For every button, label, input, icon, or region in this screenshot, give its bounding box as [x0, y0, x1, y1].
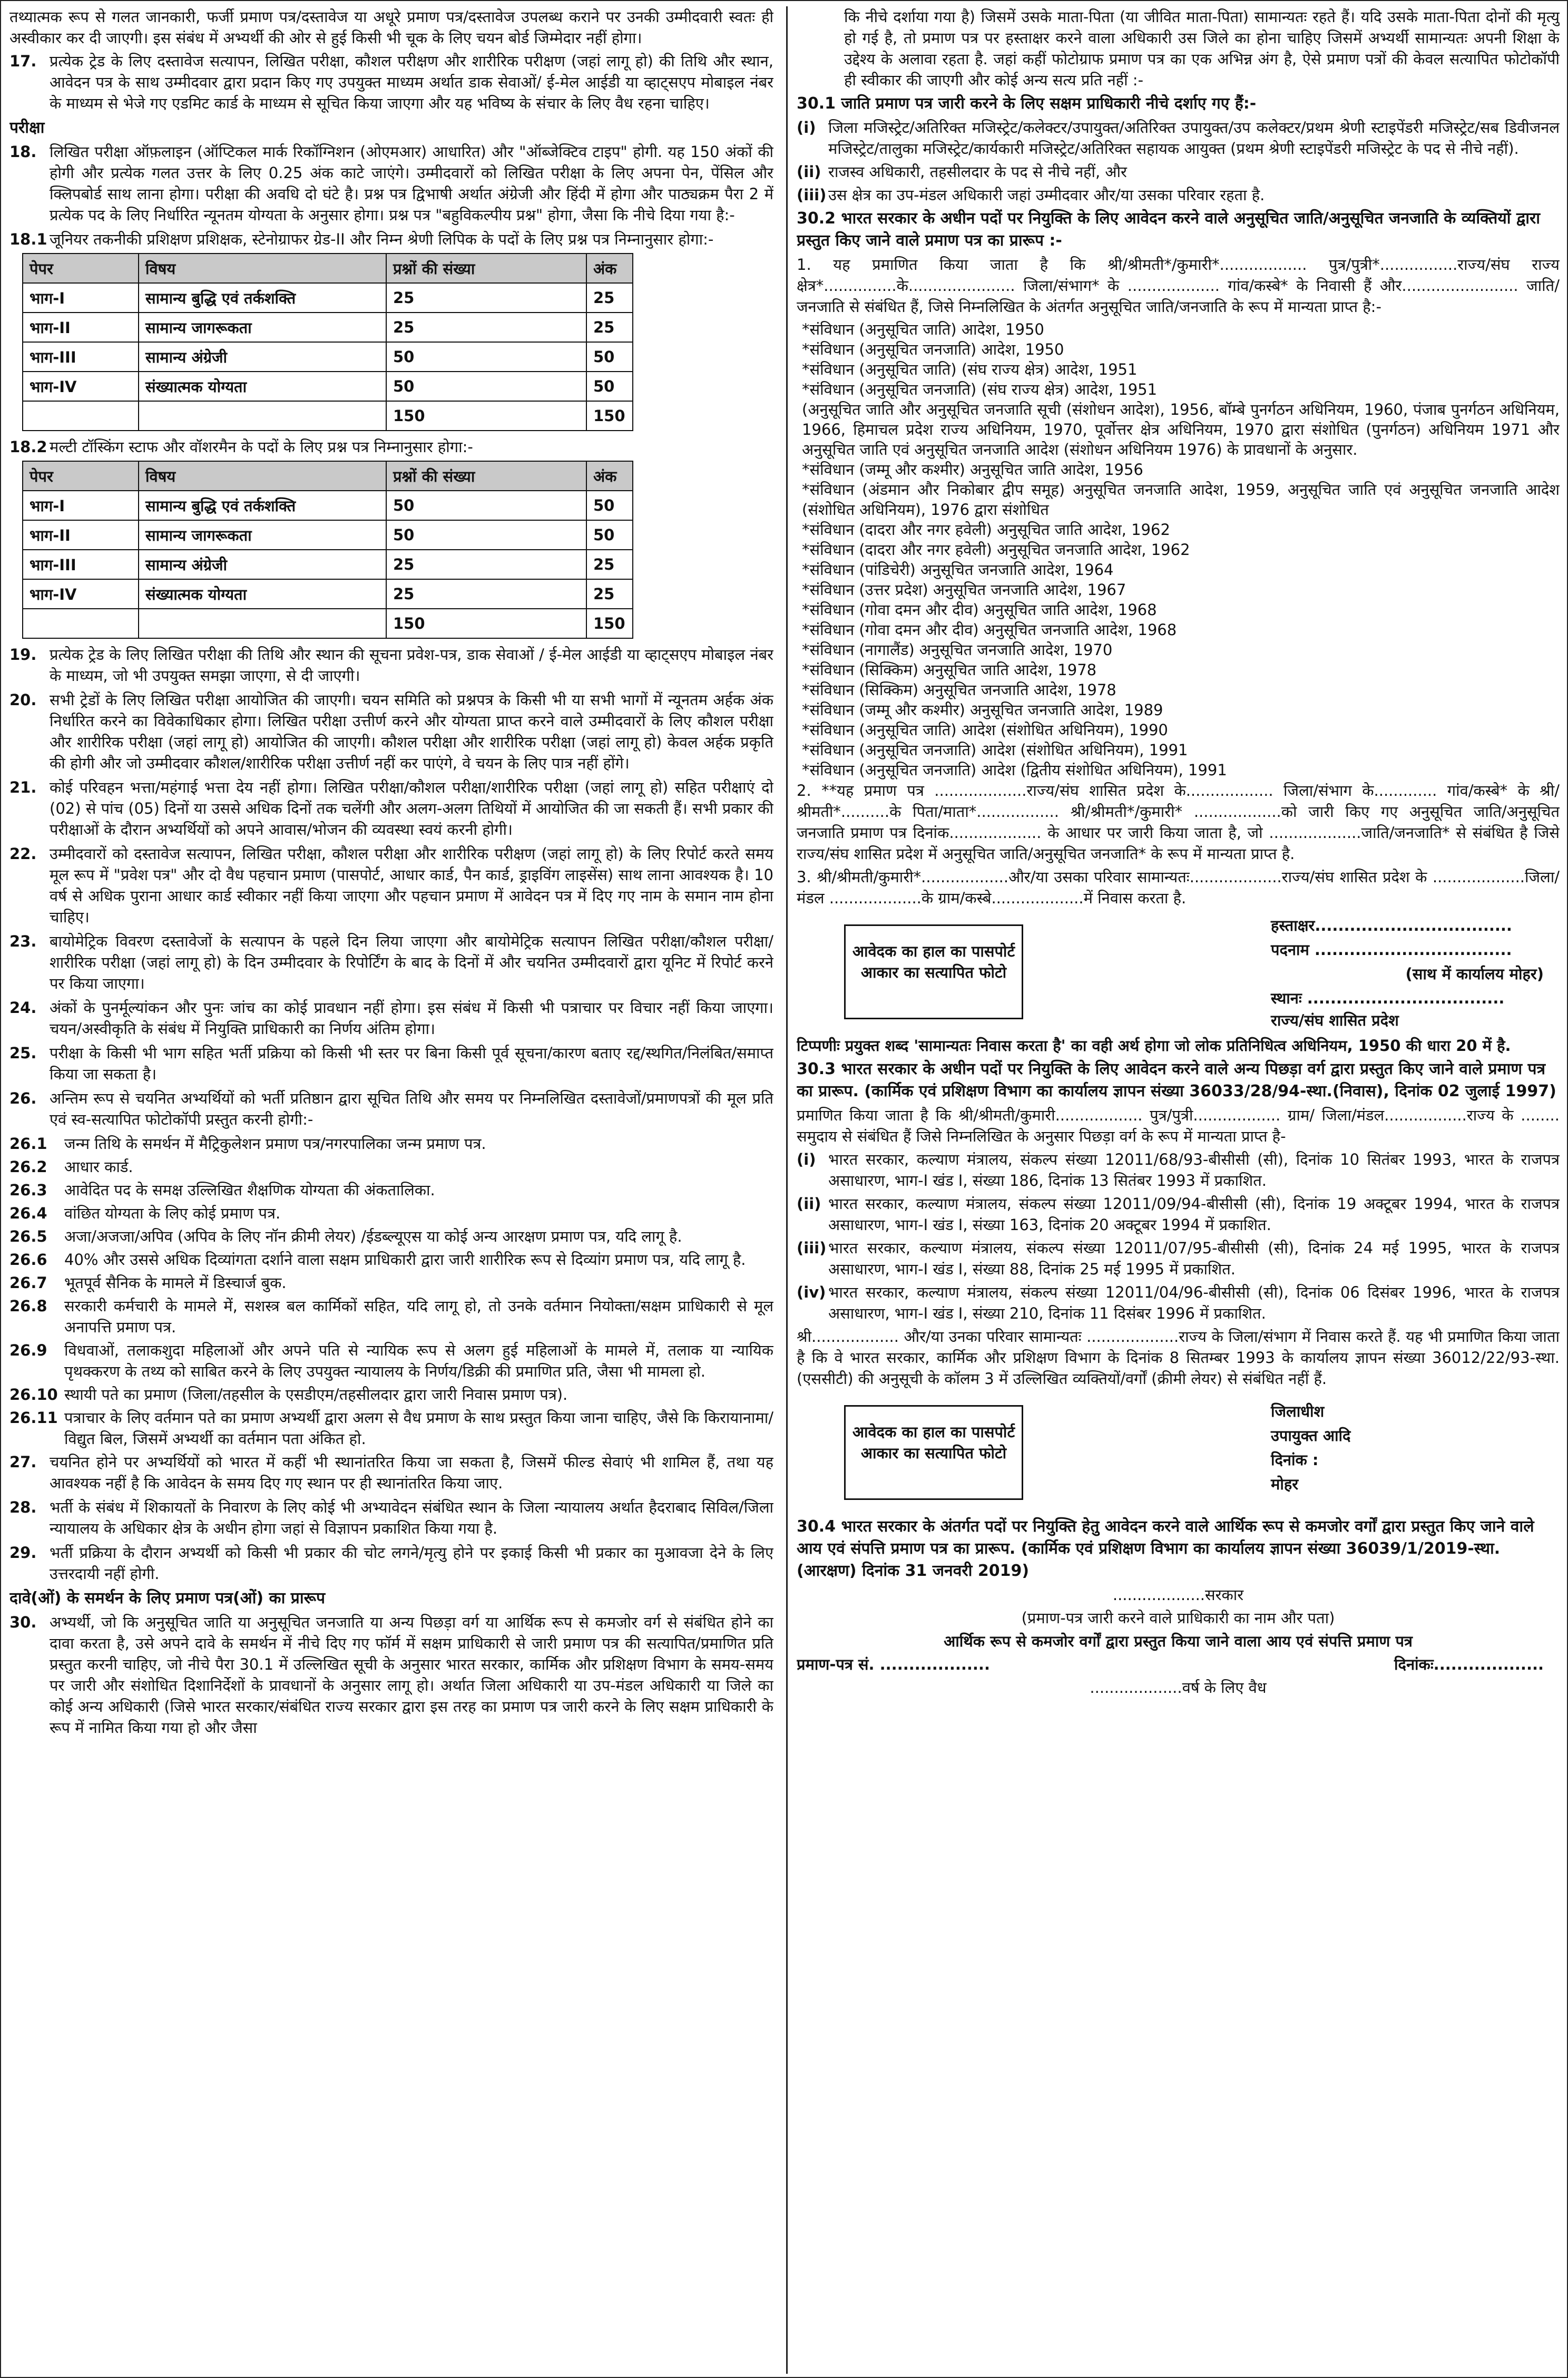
ews-certificate-date: दिनांकः...................	[1394, 1655, 1544, 1673]
table-cell: भाग-II	[23, 313, 139, 342]
obc-resolution-3	[797, 1237, 1560, 1280]
table-cell	[23, 401, 139, 431]
orders-list	[797, 319, 1560, 780]
item-number: 18.	[9, 143, 37, 161]
item-text: भूतपूर्व सैनिक के मामले में डिस्चार्ज बुक.	[64, 1274, 287, 1292]
photo-placeholder-box: आवेदक का हाल का पासपोर्ट आकार का सत्यापित फोटो	[844, 1405, 1023, 1500]
order-item: (अनुसूचित जाति और अनुसूचित जनजाति सूची (संशोधन आदेश), 1956, बॉम्बे पुनर्गठन अधिनियम, 1960, पंजाब पुनर्गठन अधिनियम, 1966, हिमाचल प्रदेश राज्य अधिनियम, 1970, पूर्वोत्तर क्षेत्र अधिनियम, 1970 द्वारा संशोधित (पुनर्गठन) अधिनियम 1971 और अनुसूचित जाति एवं अनुसूचित जनजाति आदेश (संशोधन अधिनियम 1976) के प्रावधानों के अनुसार.	[802, 401, 1560, 459]
order-item: *संविधान (अनुसूचित जाति) (संघ राज्य क्षेत्र) आदेश, 1951	[802, 360, 1138, 378]
item-number: 18.2	[9, 438, 47, 456]
table-cell: 50	[386, 491, 586, 520]
obc-resolution-2	[797, 1193, 1560, 1235]
authority-item-1	[797, 117, 1560, 159]
table-cell: 50	[386, 342, 586, 372]
item-27	[9, 1451, 773, 1494]
table-cell: भाग-I	[23, 283, 139, 313]
item-number: 26.8	[9, 1297, 47, 1315]
item-text: प्रत्येक ट्रेड के लिए दस्तावेज सत्यापन, लिखित परीक्षा, कौशल परीक्षण और शारीरिक परीक्षण (जहां लागू हो) की तिथि और स्थान, आवेदन पत्र के साथ उम्मीदवार द्वारा प्रदान किए गए उपयुक्त माध्यम अर्थात डाक सेवाओं/ ई-मेल आईडी या व्हाट्सएप मोबाइल नंबर के माध्यम से भेजे गए एडमिट कार्ड के माध्यम से सूचित किया जाएगा और यह भविष्य के संचार के लिए वैध रहना चाहिए।	[50, 52, 773, 112]
order-item: *संविधान (गोवा दमन और दीव) अनुसूचित जाति आदेश, 1968	[802, 601, 1157, 619]
table-cell: संख्यात्मक योग्यता	[139, 372, 386, 401]
order-item: *संविधान (उत्तर प्रदेश) अनुसूचित जनजाति आदेश, 1967	[802, 581, 1126, 599]
item-text: पत्राचार के लिए वर्तमान पते का प्रमाण अभ्यर्थी द्वारा अलग से वैध प्रमाण के साथ प्रस्तुत किया जाना चाहिए, जैसे कि किरायानामा/विद्युत बिल, जिसमें अभ्यर्थी का वर्तमान पता अंकित हो.	[64, 1409, 773, 1448]
right-column	[797, 6, 1560, 2374]
left-column	[9, 6, 773, 2374]
form-clause-1: 1. यह प्रमाणित किया जाता है कि श्री/श्रीमती*/कुमारी*.................. पुत्र/पुत्री*................राज्य/संघ राज्य क्षेत्र*...............के...................... जिला/संभाग* के ................... गांव/कस्बे* के निवासी हैं और........................ जाति/जनजाति से संबंधित हैं, जिसे निम्नलिखित के अंतर्गत अनुसूचित जाति/जनजाति के रूप में मान्यता प्राप्त है:-	[797, 256, 1560, 316]
ews-certificate-title: आर्थिक रूप से कमजोर वर्गों द्वारा प्रस्तुत किया जाने वाला आय एवं संपत्ति प्रमाण पत्र	[944, 1632, 1413, 1650]
item-number: 26.10	[9, 1386, 58, 1404]
item-number: 25.	[9, 1044, 37, 1062]
table-cell: 50	[386, 372, 586, 401]
order-item: *संविधान (जम्मू और कश्मीर) अनुसूचित जाति आदेश, 1956	[802, 461, 1143, 479]
item-number: 20.	[9, 691, 37, 709]
item-21	[9, 777, 773, 840]
item-number: 26.6	[9, 1251, 47, 1269]
table-row	[23, 579, 633, 609]
order-item: *संविधान (पांडिचेरी) अनुसूचित जनजाति आदेश, 1964	[802, 561, 1114, 579]
table-header-cell: विषय	[139, 461, 386, 491]
item-text: भारत सरकार, कल्याण मंत्रालय, संकल्प संख्या 12011/09/94-बीसीसी (सी), दिनांक 19 अक्टूबर 1994, भारत के राजपत्र असाधारण, भाग-I खंड I, संख्या 163, दिनांक 20 अक्टूबर 1994 में प्रकाशित.	[828, 1195, 1560, 1234]
table-cell: भाग-III	[23, 342, 139, 372]
table-cell: 150	[386, 609, 586, 638]
item-26	[9, 1088, 773, 1130]
table-cell: सामान्य अंग्रेजी	[139, 342, 386, 372]
item-26-9	[9, 1340, 773, 1382]
item-number: (iii)	[797, 1239, 827, 1257]
table-cell: सामान्य बुद्धि एवं तर्कशक्ति	[139, 491, 386, 520]
paper-table-2	[22, 461, 633, 639]
item-text: भर्ती के संबंध में शिकायतों के निवारण के लिए कोई भी अभ्यावेदन संबंधित स्थान के जिला न्यायालय अर्थात हैदराबाद सिविल/जिला न्यायालय के अधिकार क्षेत्र के अधीन होगा जहां से विज्ञापन प्रकाशित किया गया है.	[50, 1498, 773, 1537]
item-text: लिखित परीक्षा ऑफ़लाइन (ऑप्टिकल मार्क रिकॉग्निशन (ओएमआर) आधारित) और "ऑब्जेक्टिव टाइप" होगी. यह 150 अंकों की होगी और प्रत्येक गलत उत्तर के लिए 0.25 अंक काटे जाएंगे। उम्मीदवारों को लिखित परीक्षा के लिए अपना पेन, पेंसिल और क्लिपबोर्ड साथ लाना होगा। परीक्षा की अवधि दो घंटे है। प्रश्न पत्र द्विभाषी अर्थात अंग्रेजी और हिंदी में होगा और पाठ्यक्रम पैरा 2 में प्रत्येक पद के लिए निर्धारित न्यूनतम योग्यता के अनुसार होगा। प्रश्न पत्र "बहुविकल्पीय प्रश्न" होगा, जैसा कि नीचे दिया गया है:-	[50, 143, 773, 224]
item-26-2	[9, 1156, 773, 1177]
table-row	[23, 520, 633, 550]
item-text: भारत सरकार, कल्याण मंत्रालय, संकल्प संख्या 12011/07/95-बीसीसी (सी), दिनांक 24 मई 1995, भारत के राजपत्र असाधारण, भाग-I खंड I, संख्या 88, दिनांक 25 मई 1995 में प्रकाशित.	[828, 1239, 1560, 1278]
item-25	[9, 1042, 773, 1085]
item-26-7	[9, 1272, 773, 1293]
order-item: *संविधान (अनुसूचित जनजाति) आदेश (द्वितीय संशोधित अधिनियम), 1991	[802, 761, 1227, 779]
item-number: 29.	[9, 1544, 37, 1562]
table-cell: 25	[586, 550, 633, 579]
item-text: स्थायी पते का प्रमाण (जिला/तहसील के एसडीएम/तहसीलदार द्वारा जारी निवास प्रमाण पत्र).	[64, 1386, 568, 1404]
item-number: 19.	[9, 646, 37, 664]
item-26-6	[9, 1249, 773, 1270]
authority-item-3	[797, 184, 1560, 206]
photo-placeholder-box: आवेदक का हाल का पासपोर्ट आकार का सत्यापित फोटो	[844, 924, 1023, 1019]
obc-signature-block	[797, 1395, 1560, 1510]
order-item: *संविधान (सिक्किम) अनुसूचित जनजाति आदेश, 1978	[802, 681, 1116, 699]
item-text: विधवाओं, तलाकशुदा महिलाओं और अपने पति से न्यायिक रूप से अलग हुई महिलाओं के मामले में, तलाक या न्यायिक पृथक्करण के तथ्य को साबित करने के लिए उपयुक्त न्यायालय के निर्णय/डिक्री की प्रमाणित प्रति, जैसा भी मामला हो.	[64, 1341, 773, 1380]
item-text: आधार कार्ड.	[64, 1158, 133, 1176]
item-text: भर्ती प्रक्रिया के दौरान अभ्यर्थी को किसी भी प्रकार की चोट लगने/मृत्यु होने पर इकाई किसी भी प्रकार का मुआवजा देने के लिए उत्तरदायी नहीं होगी.	[50, 1544, 773, 1583]
table-cell: 25	[386, 550, 586, 579]
item-20	[9, 689, 773, 774]
item-number: 26.11	[9, 1409, 58, 1427]
table-header-cell: पेपर	[23, 254, 139, 283]
item-30	[9, 1612, 773, 1738]
order-item: *संविधान (अनुसूचित जाति) आदेश, 1950	[802, 320, 1044, 338]
item-text: चयनित होने पर अभ्यर्थियों को भारत में कहीं भी स्थानांतरित किया जा सकता है, जिसमें फील्ड सेवाएं भी शामिल हैं, तथा यह आवश्यक नहीं है कि आवेदन के समय दिए गए स्थान पर ही स्थानांतरित किया जाए.	[50, 1453, 773, 1492]
table-row	[23, 342, 633, 372]
table-cell: 50	[586, 342, 633, 372]
sc-st-signature-block	[797, 914, 1560, 1030]
item-number: 28.	[9, 1498, 37, 1516]
table-cell: सामान्य अंग्रेजी	[139, 550, 386, 579]
table-cell: 50	[386, 520, 586, 550]
item-text: अंकों के पुनर्मूल्यांकन और पुनः जांच का कोई प्रावधान नहीं होगा। इस संबंध में किसी भी पत्राचार पर विचार नहीं किया जाएगा। चयन/अस्वीकृति के संबंध में नियुक्ति प्राधिकारी का निर्णय अंतिम होगा।	[50, 999, 773, 1038]
office-seal-note: (साथ में कार्यालय मोहर)	[1405, 965, 1544, 983]
item-number: 27.	[9, 1453, 37, 1471]
table-cell: भाग-IV	[23, 372, 139, 401]
table-cell: 150	[586, 401, 633, 431]
item-18	[9, 141, 773, 226]
item-text: वांछित योग्यता के लिए कोई प्रमाण पत्र.	[64, 1204, 281, 1222]
table-row	[23, 283, 633, 313]
section-heading-30-2: 30.2 भारत सरकार के अधीन पदों पर नियुक्ति के लिए आवेदन करने वाले अनुसूचित जाति/अनुसूचित जनजाति के व्यक्तियों द्वारा प्रस्तुत किए जाने वाले प्रमाण पत्र का प्रारूप :-	[797, 209, 1541, 250]
table-header-cell: अंक	[586, 254, 633, 283]
table-cell: संख्यात्मक योग्यता	[139, 579, 386, 609]
column-divider	[786, 6, 788, 2374]
table-total-row	[23, 609, 633, 638]
item-29	[9, 1542, 773, 1584]
item-text: जिला मजिस्ट्रेट/अतिरिक्त मजिस्ट्रेट/कलेक्टर/उपायुक्त/अतिरिक्त उपायुक्त/उप कलेक्टर/प्रथम श्रेणी स्टाइपेंडरी मजिस्ट्रेट/सब डिवीजनल मजिस्ट्रेट/तालुका मजिस्ट्रेट/कार्यकारी मजिस्ट्रेट/अतिरिक्त सहायक आयुक्त (प्रथम श्रेणी स्टाइपेंडरी मजिस्ट्रेट के पद से नीचे नहीं).	[828, 119, 1560, 158]
deputy-commissioner-line: उपायुक्त आदि	[1271, 1427, 1351, 1445]
item-number: 26.1	[9, 1135, 47, 1153]
item-number: 23.	[9, 932, 37, 950]
item-26-4	[9, 1203, 773, 1224]
item-number: 30.	[9, 1613, 37, 1631]
table-cell: 150	[586, 609, 633, 638]
order-item: *संविधान (जम्मू और कश्मीर) अनुसूचित जनजाति आदेश, 1989	[802, 701, 1163, 719]
ews-validity-line: ...................वर्ष के लिए वैध	[1090, 1679, 1267, 1697]
table-cell: भाग-II	[23, 520, 139, 550]
item-number: 26.7	[9, 1274, 47, 1292]
item-26-5	[9, 1226, 773, 1247]
obc-certificate-text: प्रमाणित किया जाता है कि श्री/श्रीमती/कुमारी.................. पुत्र/पुत्री.................. ग्राम/ जिला/मंडल.................राज्य के ........ समुदाय से संबंधित हैं जिसे निम्नलिखित के अनुसार पिछड़ा वर्ग के रूप में मान्यता प्राप्त है-	[797, 1106, 1560, 1145]
place-line: स्थानः ..................................	[1271, 989, 1505, 1007]
item-text: अजा/अजजा/अपिव (अपिव के लिए नॉन क्रीमी लेयर) /ईडब्ल्यूएस या कोई अन्य आरक्षण प्रमाण पत्र, यदि लागू है.	[64, 1227, 682, 1245]
item-text: परीक्षा के किसी भी भाग सहित भर्ती प्रक्रिया को किसी भी स्तर पर बिना किसी पूर्व सूचना/कारण बताए रद्द/स्थगित/निलंबित/समाप्त किया जा सकता है।	[50, 1044, 773, 1083]
authority-item-2	[797, 161, 1560, 182]
section-heading-30-1: 30.1 जाति प्रमाण पत्र जारी करने के लिए सक्षम प्राधिकारी नीचे दर्शाए गए हैं:-	[797, 94, 1257, 113]
table-cell	[139, 609, 386, 638]
table-cell: 50	[586, 491, 633, 520]
item-26-3	[9, 1180, 773, 1201]
item-text: आवेदित पद के समक्ष उल्लिखित शैक्षणिक योग्यता की अंकतालिका.	[64, 1181, 435, 1199]
order-item: *संविधान (अनुसूचित जनजाति) आदेश (संशोधित अधिनियम), 1991	[802, 741, 1188, 759]
table-header-cell: पेपर	[23, 461, 139, 491]
order-item: *संविधान (दादरा और नगर हवेली) अनुसूचित जाति आदेश, 1962	[802, 521, 1170, 539]
section-heading-30-4: 30.4 भारत सरकार के अंतर्गत पदों पर नियुक्ति हेतु आवेदन करने वाले आर्थिक रूप से कमजोर वर्गों द्वारा प्रस्तुत किए जाने वाले आय एवं संपत्ति प्रमाण पत्र का प्रारूप. (कार्मिक एवं प्रशिक्षण विभाग का कार्यालय ज्ञापन संख्या 36039/1/2019-स्था. (आरक्षण) दिनांक 31 जनवरी 2019)	[797, 1517, 1534, 1580]
item-number: (iv)	[797, 1283, 826, 1301]
order-item: *संविधान (अनुसूचित जनजाति) (संघ राज्य क्षेत्र) आदेश, 1951	[802, 381, 1158, 398]
table-row	[23, 550, 633, 579]
ews-government-line: ...................सरकार	[1112, 1586, 1244, 1604]
item-text: राजस्व अधिकारी, तहसीलदार के पद से नीचे नहीं, और	[828, 163, 1127, 181]
table-row	[23, 372, 633, 401]
table-cell: भाग-I	[23, 491, 139, 520]
table-cell	[139, 401, 386, 431]
item-22	[9, 843, 773, 928]
obc-residence-text: श्री.................. और/या उनका परिवार सामान्यतः ...................राज्य के जिला/संभाग में निवास करते हैं. यह भी प्रमाणित किया जाता है कि वे भारत सरकार, कार्मिक और प्रशिक्षण विभाग के दिनांक 8 सितम्बर 1993 के कार्यालय ज्ञापन संख्या 36012/22/93-स्था. (एससीटी) की अनुसूची के कॉलम 3 में उल्लिखित व्यक्तियों/वर्गों (क्रीमी लेयर) से संबंधित नहीं हैं.	[797, 1328, 1560, 1388]
table-cell: 50	[586, 520, 633, 550]
paper-table-1	[22, 253, 633, 431]
table-cell: 25	[586, 313, 633, 342]
item-text: बायोमेट्रिक विवरण दस्तावेजों के सत्यापन के पहले दिन लिया जाएगा और बायोमेट्रिक सत्यापन लिखित परीक्षा/कौशल परीक्षा/शारीरिक परीक्षा (जहां लागू हो) के दिन उम्मीदवार के रिपोर्टिंग के बाद के दिनों में और चयनित उम्मीदवारों द्वारा यूनिट में रिपोर्ट करने पर किया जाएगा।	[50, 932, 773, 992]
table-header-cell: प्रश्नों की संख्या	[386, 254, 586, 283]
order-item: *संविधान (अंडमान और निकोबार द्वीप समूह) अनुसूचित जनजाति आदेश, 1959, अनुसूचित जाति एवं अनुसूचित जनजाति आदेश (संशोधित अधिनियम), 1976 द्वारा संशोधित	[802, 481, 1560, 519]
item-number: (i)	[797, 119, 816, 137]
collector-line: जिलाधीश	[1271, 1402, 1325, 1420]
item-number: 24.	[9, 999, 37, 1017]
form-clause-2: 2. **यह प्रमाण पत्र ...................राज्य/संघ शासित प्रदेश के.................. जिला/संभाग के............. गांव/कस्बे* के श्री/श्रीमती*..........के पिता/माता*................. श्री/श्रीमती*/कुमारी* ..................को जारी किए गए अनुसूचित जाति/अनुसूचित जनजाति प्रमाण पत्र दिनांक................... के आधार पर जारी किया जाता है, जो ...................जाति/जनजाति* से संबंधित है जिसे राज्य/संघ शासित प्रदेश में अनुसूचित जाति/अनुसूचित जनजाति* के रूप में मान्यता प्राप्त है.	[797, 782, 1560, 863]
item-text: जन्म तिथि के समर्थन में मैट्रिकुलेशन प्रमाण पत्र/नगरपालिका जन्म प्रमाण पत्र.	[64, 1135, 486, 1153]
item-text: जूनियर तकनीकी प्रशिक्षण प्रशिक्षक, स्टेनोग्राफर ग्रेड-II और निम्न श्रेणी लिपिक के पदों के लिए प्रश्न पत्र निम्नानुसार होगा:-	[50, 230, 714, 248]
item-text: सभी ट्रेडों के लिए लिखित परीक्षा आयोजित की जाएगी। चयन समिति को प्रश्नपत्र के किसी भी या सभी भागों में न्यूनतम अर्हक अंक निर्धारित करने का विवेकाधिकार होगा। लिखित परीक्षा उत्तीर्ण करने और योग्यता प्राप्त करने वाले उम्मीदवारों के लिए कौशल परीक्षा और शारीरिक परीक्षा (जहां लागू हो) आयोजित की जाएगी। कौशल परीक्षा और शारीरिक परीक्षा (जहां लागू हो) केवल अर्हक प्रकृति की होगी और जो उम्मीदवार कौशल/शारीरिक परीक्षा उत्तीर्ण नहीं कर पाएंगे, वे चयन के लिए पात्र नहीं होंगे।	[50, 691, 773, 772]
continued-paragraph: कि नीचे दर्शाया गया है) जिसमें उसके माता-पिता (या जीवित माता-पिता) सामान्यतः रहते हैं। यदि उसके माता-पिता दोनों की मृत्यु हो गई है, तो प्रमाण पत्र पर हस्ताक्षर करने वाला अधिकारी उस जिले का होना चाहिए जिसमें अभ्यर्थी सामान्यतः अपनी शिक्षा के उद्देश्य के अलावा रहता है. जहां कहीं फोटोग्राफ प्रमाण पत्र का एक अभिन्न अंग है, ऐसे प्रमाण पत्रों की केवल सत्यापित फोटोकॉपी ही स्वीकार की जाएगी और कोई अन्य सत्य प्रति नहीं :-	[844, 8, 1560, 89]
section-heading-30-3: 30.3 भारत सरकार के अधीन पदों पर नियुक्ति के लिए आवेदन करने वाले अन्य पिछड़ा वर्ग द्वारा प्रस्तुत किए जाने वाले प्रमाण पत्र का प्रारूप. (कार्मिक एवं प्रशिक्षण विभाग का कार्यालय ज्ञापन संख्या 36033/28/94-स्था.(निवास), दिनांक 02 जुलाई 1997)	[797, 1060, 1556, 1100]
item-text: प्रत्येक ट्रेड के लिए लिखित परीक्षा की तिथि और स्थान की सूचना प्रवेश-पत्र, डाक सेवाओं / ई-मेल आईडी या व्हाट्सएप मोबाइल नंबर के माध्यम, जो भी उपयुक्त समझा जाएगा, से दी जाएगी।	[50, 646, 773, 685]
item-text: कोई परिवहन भत्ता/महंगाई भत्ता देय नहीं होगा। लिखित परीक्षा/कौशल परीक्षा/शारीरिक परीक्षा (जहां लागू हो) सहित परीक्षाएं दो (02) से पांच (05) दिनों या उससे अधिक दिनों तक चलेंगी और अलग-अलग तिथियों में आयोजित की जा सकती हैं। सभी प्रकार की परीक्षाओं के दौरान अभ्यर्थियों को अपने आवास/भोजन की व्यवस्था स्वयं करनी होगी।	[50, 778, 773, 839]
item-number: 26.2	[9, 1158, 47, 1176]
item-number: 26.4	[9, 1204, 47, 1222]
table-header-row	[23, 254, 633, 283]
item-text: अन्तिम रूप से चयनित अभ्यर्थियों को भर्ती प्रतिष्ठान द्वारा सूचित तिथि और समय पर निम्नलिखित दस्तावेजों/प्रमाणपत्रों की मूल प्रति एवं स्व-सत्यापित फोटोकॉपी प्रस्तुत करनी होगी:-	[50, 1089, 773, 1128]
order-item: *संविधान (गोवा दमन और दीव) अनुसूचित जनजाति आदेश, 1968	[802, 621, 1177, 639]
table-row	[23, 313, 633, 342]
item-text: मल्टी टॉस्किंग स्टाफ और वॉशरमैन के पदों के लिए प्रश्न पत्र निम्नानुसार होगा:-	[50, 438, 473, 456]
item-number: (ii)	[797, 1195, 821, 1213]
item-text: उम्मीदवारों को दस्तावेज सत्यापन, लिखित परीक्षा, कौशल परीक्षा और शारीरिक परीक्षण (जहां लागू हो) के लिए रिपोर्ट करते समय मूल रूप में "प्रवेश पत्र" और दो वैध पहचान प्रमाण (पासपोर्ट, आधार कार्ड, पैन कार्ड, ड्राइविंग लाइसेंस) साथ लाना आवश्यक है। 10 वर्ष से अधिक पुराना आधार कार्ड स्वीकार नहीं किया जाएगा और पहचान प्रमाण में आवेदन पत्र में दिए गए नाम के समान नाम होना चाहिए।	[50, 845, 773, 926]
table-cell	[23, 609, 139, 638]
item-26-8	[9, 1295, 773, 1338]
item-number: 26.9	[9, 1341, 47, 1359]
obc-resolution-4	[797, 1282, 1560, 1324]
item-text: 40% और उससे अधिक दिव्यांगता दर्शाने वाला सक्षम प्राधिकारी द्वारा जारी शारीरिक रूप से दिव्यांग प्रमाण पत्र, यदि लागू है.	[64, 1251, 746, 1269]
table-cell: 25	[586, 579, 633, 609]
item-24	[9, 997, 773, 1039]
table-cell: 25	[386, 283, 586, 313]
section-heading-exam: परीक्षा	[9, 119, 45, 137]
order-item: *संविधान (नागालैंड) अनुसूचित जनजाति आदेश, 1970	[802, 641, 1113, 659]
item-number: (iii)	[797, 186, 827, 204]
table-cell: 50	[586, 372, 633, 401]
table-row	[23, 491, 633, 520]
ews-certificate-number: प्रमाण-पत्र सं. ...................	[797, 1655, 990, 1673]
item-23	[9, 931, 773, 994]
item-26-1	[9, 1133, 773, 1154]
table-cell: भाग-III	[23, 550, 139, 579]
ews-number-date-row	[797, 1654, 1560, 1677]
item-17	[9, 51, 773, 114]
item-18-1	[9, 229, 773, 250]
item-text: अभ्यर्थी, जो कि अनुसूचित जाति या अनुसूचित जनजाति या अन्य पिछड़ा वर्ग या आर्थिक रूप से कमजोर वर्ग से संबंधित होने का दावा करता है, उसे अपने दावे के समर्थन में नीचे दिए गए फॉर्म में सक्षम प्राधिकारी से जारी प्रमाण पत्र की सत्यापित/प्रमाणित प्रति प्रस्तुत करनी चाहिए, जो नीचे पैरा 30.1 में उल्लिखित सूची के अनुसार भारत सरकार, कार्मिक और प्रशिक्षण विभाग के समय-समय पर जारी और संशोधित दिशानिर्देशों के प्रावधानों के अनुसार लागू हो। अर्थात जिला अधिकारी या उप-मंडल अधिकारी या जिले का कोई अन्य अधिकारी (जिसे भारत सरकार/संबंधित राज्य सरकार द्वारा इस तरह का प्रमाण पत्र जारी करने के लिए सक्षम प्राधिकारी के रूप में नामित किया गया हो और जैसा	[50, 1613, 773, 1737]
item-text: भारत सरकार, कल्याण मंत्रालय, संकल्प संख्या 12011/04/96-बीसीसी (सी), दिनांक 06 दिसंबर 1996, भारत के राजपत्र असाधारण, भाग-I खंड I, संख्या 210, दिनांक 11 दिसंबर 1996 में प्रकाशित.	[828, 1283, 1560, 1322]
table-cell: सामान्य जागरूकता	[139, 520, 386, 550]
item-19	[9, 644, 773, 686]
item-number: (ii)	[797, 163, 821, 181]
order-item: *संविधान (अनुसूचित जनजाति) आदेश, 1950	[802, 340, 1064, 358]
order-item: *संविधान (सिक्किम) अनुसूचित जाति आदेश, 1978	[802, 661, 1097, 679]
signature-line: हस्ताक्षर..................................	[1271, 917, 1512, 934]
order-item: *संविधान (अनुसूचित जाति) आदेश (संशोधित अधिनियम), 1990	[802, 721, 1168, 739]
intro-paragraph: तथ्यात्मक रूप से गलत जानकारी, फर्जी प्रमाण पत्र/दस्तावेज या अधूरे प्रमाण पत्र/दस्तावेज उपलब्ध कराने पर उनकी उम्मीदवारी स्वतः ही अस्वीकार कर दी जाएगी। इस संबंध में अभ्यर्थी की ओर से हुई किसी भी चूक के लिए चयन बोर्ड जिम्मेदार नहीं होगा।	[9, 8, 773, 47]
form-clause-3: 3. श्री/श्रीमती/कुमारी*..................और/या उसका परिवार सामान्यतः...................राज्य/संघ शासित प्रदेश के ...................जिला/मंडल ...................के ग्राम/कस्बे...................में निवास करता है.	[797, 868, 1560, 907]
item-18-2	[9, 436, 773, 457]
item-number: 22.	[9, 845, 37, 863]
table-header-cell: विषय	[139, 254, 386, 283]
item-26-11	[9, 1407, 773, 1449]
table-cell: सामान्य बुद्धि एवं तर्कशक्ति	[139, 283, 386, 313]
ews-authority-line: (प्रमाण-पत्र जारी करने वाले प्राधिकारी का नाम और पता)	[1021, 1609, 1335, 1627]
table-header-cell: अंक	[586, 461, 633, 491]
item-number: 26.	[9, 1089, 37, 1107]
table-cell: 150	[386, 401, 586, 431]
item-number: 26.3	[9, 1181, 47, 1199]
seal-line: मोहर	[1271, 1475, 1299, 1493]
date-line: दिनांक :	[1271, 1451, 1319, 1469]
item-26-10	[9, 1384, 773, 1405]
item-number: 21.	[9, 778, 37, 796]
table-cell: 25	[586, 283, 633, 313]
order-item: *संविधान (दादरा और नगर हवेली) अनुसूचित जनजाति आदेश, 1962	[802, 541, 1190, 559]
table-cell: 25	[386, 579, 586, 609]
item-text: भारत सरकार, कल्याण मंत्रालय, संकल्प संख्या 12011/68/93-बीसीसी (सी), दिनांक 10 सितंबर 1993, भारत के राजपत्र असाधारण, भाग-I खंड I, संख्या 186, दिनांक 13 सितंबर 1993 में प्रकाशित.	[828, 1151, 1560, 1190]
item-text: सरकारी कर्मचारी के मामले में, सशस्त्र बल कार्मिकों सहित, यदि लागू हो, तो उनके वर्तमान नियोक्ता/सक्षम प्राधिकारी से मूल अनापत्ति प्रमाण पत्र.	[64, 1297, 773, 1336]
item-number: 17.	[9, 52, 37, 70]
table-total-row	[23, 401, 633, 431]
item-28	[9, 1497, 773, 1539]
state-line: राज्य/संघ शासित प्रदेश	[1271, 1011, 1399, 1029]
table-cell: सामान्य जागरूकता	[139, 313, 386, 342]
item-number: 18.1	[9, 230, 47, 248]
table-cell: 25	[386, 313, 586, 342]
obc-resolution-1	[797, 1149, 1560, 1191]
item-number: 26.5	[9, 1227, 47, 1245]
designation-line: पदनाम ..................................	[1271, 941, 1512, 959]
item-text: उस क्षेत्र का उप-मंडल अधिकारी जहां उम्मीदवार और/या उसका परिवार रहता है.	[828, 186, 1265, 204]
table-header-row	[23, 461, 633, 491]
section-heading-claims: दावे(ओं) के समर्थन के लिए प्रमाण पत्र(ओं) का प्रारूप	[9, 1589, 325, 1607]
note-paragraph: टिप्पणीः प्रयुक्त शब्द 'सामान्यतः निवास करता है' का वही अर्थ होगा जो लोक प्रतिनिधित्व अधिनियम, 1950 की धारा 20 में है.	[797, 1037, 1511, 1055]
table-header-cell: प्रश्नों की संख्या	[386, 461, 586, 491]
table-cell: भाग-IV	[23, 579, 139, 609]
item-number: (i)	[797, 1151, 816, 1168]
